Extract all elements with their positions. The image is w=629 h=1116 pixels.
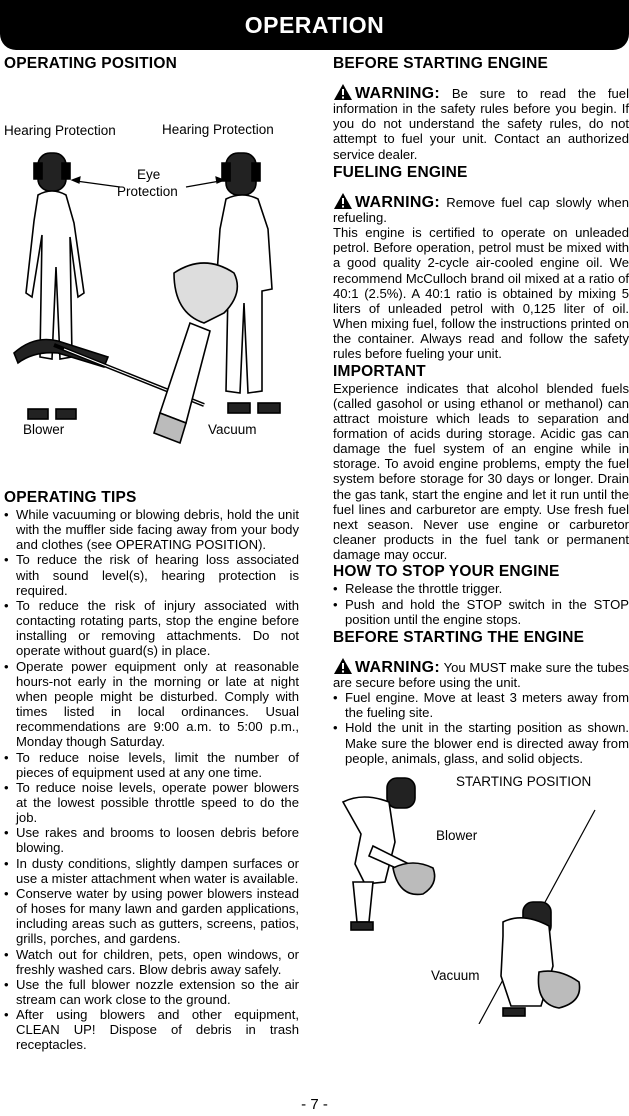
list-item: • To reduce noise levels, operate power blowers at the lowest possible throttle speed to do the job. — [4, 780, 299, 825]
warning-triangle-icon — [333, 192, 353, 210]
starting-position-illustration — [333, 772, 629, 1024]
label-hearing-protection-left: Hearing Protection — [4, 123, 116, 138]
label-eye-protection-line1: Eye — [137, 167, 161, 182]
tubes-warning — [333, 657, 629, 690]
label-hearing-protection-right: Hearing Protection — [162, 122, 274, 137]
list-item: • Use the full blower nozzle extension so the air stream can work close to the ground. — [4, 977, 299, 1007]
warning-text: Be sure to read the fuel information in the safety rules before you begin. If you do not understand the safety rules, do not attempt to fuel your unit. Contact an authorized service dealer. — [333, 86, 629, 162]
before-starting-the-engine-list — [333, 690, 629, 766]
important-heading: IMPORTANT — [333, 362, 426, 380]
list-item: • In dusty conditions, slightly dampen surfaces or use a mister attachment when water is available. — [4, 856, 299, 886]
operating-position-illustration — [4, 83, 299, 471]
operating-tips-list — [4, 507, 299, 1053]
left-column — [4, 54, 299, 1053]
page-number: - 7 - — [301, 1096, 328, 1113]
label-blower: Blower — [23, 422, 65, 437]
list-item: • Push and hold the STOP switch in the STOP position until the engine stops. — [333, 597, 629, 627]
warning-text: You MUST make sure the tubes are secure before using the unit. — [333, 659, 629, 690]
list-item: • Use rakes and brooms to loosen debris before blowing. — [4, 825, 299, 855]
before-starting-the-engine-heading: BEFORE STARTING THE ENGINE — [333, 628, 585, 646]
starting-position-figure — [333, 772, 629, 1024]
operating-position-heading: OPERATING POSITION — [4, 55, 177, 72]
starting-vacuum-figure — [501, 902, 580, 1016]
before-starting-heading: BEFORE STARTING ENGINE — [333, 55, 549, 72]
header-banner — [0, 0, 629, 50]
list-item: • After using blowers and other equipment, CLEAN UP! Dispose of debris in trash receptacles. — [4, 1007, 299, 1052]
label-vacuum: Vacuum — [208, 422, 257, 437]
starting-blower-label: Blower — [436, 827, 478, 843]
warning-label: WARNING: — [355, 85, 441, 102]
list-item: • Conserve water by using power blowers instead of hoses for many lawn and garden applications, including areas such as gutters, screens, patios, grills, porches, and gardens. — [4, 886, 299, 947]
stop-engine-list — [333, 581, 629, 626]
important-body: Experience indicates that alcohol blended fuels (called gasohol or using ethanol or methanol) can attract moisture which leads to separation and formation of acids during storage. Acidic gas can damage the fuel system of an engine while in storage. To avoid engine problems, empty the fuel system before storage for 30 days or longer. Drain the gas tank, start the engine and let it run until the fuel lines and carburetor are empty. Use fresh fuel next season. Never use engine or carburetor cleaner products in the fuel tank or permanent damage may occur. — [333, 380, 629, 563]
fueling-warning — [333, 192, 629, 225]
fueling-heading: FUELING ENGINE — [333, 163, 468, 181]
list-item: • Release the throttle trigger. — [333, 581, 629, 596]
label-eye-protection-line2: Protection — [117, 184, 178, 199]
operating-tips-heading: OPERATING TIPS — [4, 489, 137, 506]
starting-position-title: STARTING POSITION — [456, 773, 592, 789]
warning-text: Remove fuel cap slowly when refueling. — [333, 194, 629, 225]
list-item: • Watch out for children, pets, open windows, or freshly washed cars. Blow debris away safely. — [4, 947, 299, 977]
fueling-body: This engine is certified to operate on unleaded petrol. Before operation, petrol must be mixed with a good quality 2-cycle air-cooled engine oil. We recommend McCulloch brand oil mixed at a ratio of 40:1 (2.5%). A 40:1 ratio is obtained by mixing 5 liters of unleaded petrol with 0,125 liter of oil. When mixing fuel, follow the instructions printed on the container. Always read and follow the safety rules before fueling your unit. — [333, 225, 629, 362]
warning-label: WARNING: — [355, 193, 441, 211]
before-starting-warning — [333, 83, 629, 162]
list-item: • While vacuuming or blowing debris, hold the unit with the muffler side facing away from your body and clothes (see OPERATING POSITION). — [4, 507, 299, 552]
page-title: OPERATION — [244, 11, 385, 38]
stop-engine-heading: HOW TO STOP YOUR ENGINE — [333, 563, 560, 581]
starting-blower-figure — [343, 778, 435, 930]
operating-position-figure — [4, 83, 299, 471]
list-item: • To reduce the risk of injury associated with contacting rotating parts, stop the engine before installing or removing attachments. Do not operate without guard(s) in place. — [4, 598, 299, 659]
warning-label: WARNING: — [355, 658, 441, 676]
list-item: • To reduce the risk of hearing loss associated with sound level(s), hearing protection is required. — [4, 552, 299, 597]
list-item: • Operate power equipment only at reasonable hours-not early in the morning or late at night when people might be disturbed. Comply with times listed in local ordinances. Usual recommendations are 9:00 a.m. to 5:00 p.m., Monday though Saturday. — [4, 659, 299, 750]
right-column — [333, 54, 629, 1024]
list-item: • Fuel engine. Move at least 3 meters away from the fueling site. — [333, 690, 629, 720]
starting-vacuum-label: Vacuum — [431, 967, 480, 983]
list-item: • Hold the unit in the starting position as shown. Make sure the blower end is directed away from people, animals, glass, and solid objects. — [333, 720, 629, 765]
warning-triangle-icon — [333, 83, 353, 101]
warning-triangle-icon — [333, 657, 353, 675]
list-item: • To reduce noise levels, limit the number of pieces of equipment used at any one time. — [4, 750, 299, 780]
